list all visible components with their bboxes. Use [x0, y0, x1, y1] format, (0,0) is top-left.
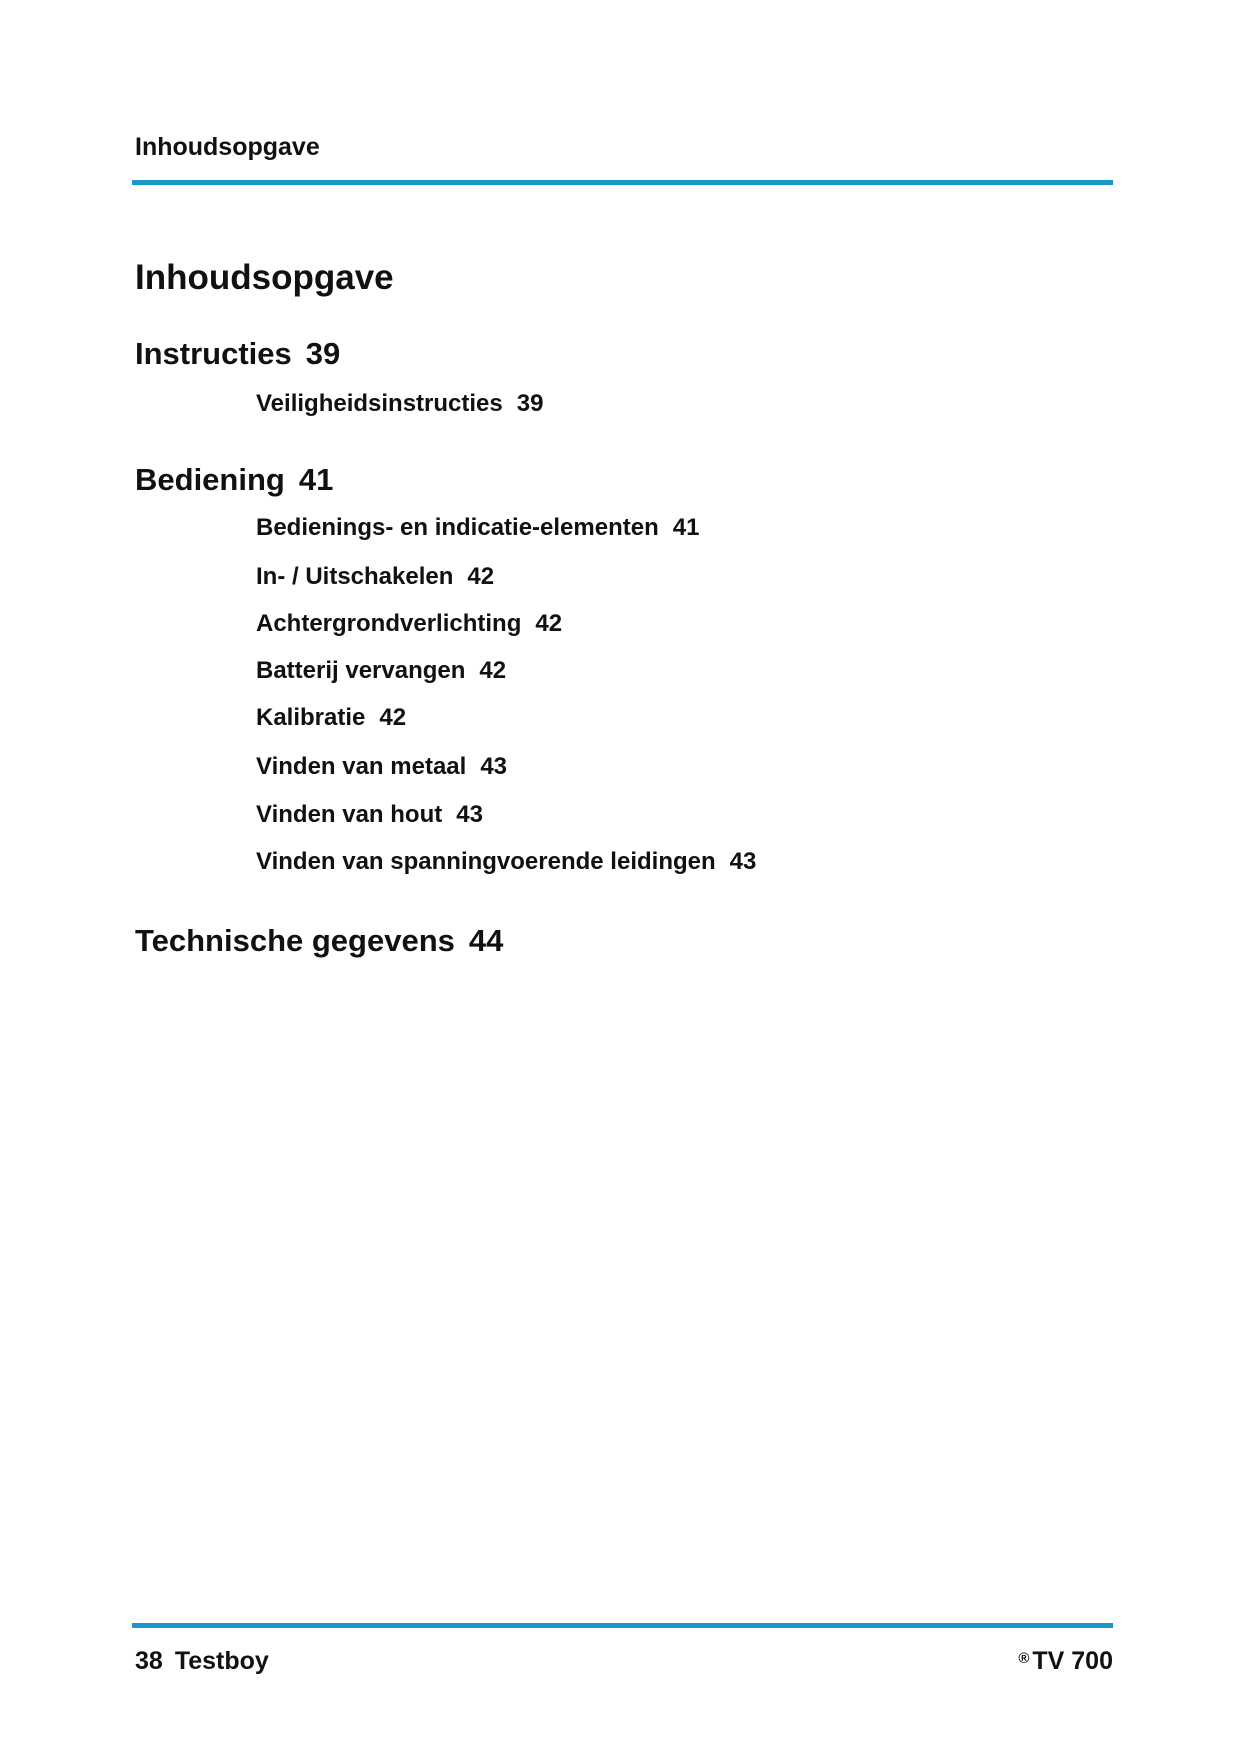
toc-item-batterij-vervangen[interactable] — [256, 656, 506, 686]
toc-item-label: Kalibratie — [256, 704, 366, 731]
toc-item-vinden-metaal[interactable] — [256, 752, 507, 782]
footer-rule — [132, 1623, 1113, 1628]
toc-item-page: 42 — [379, 704, 407, 731]
toc-item-vinden-hout[interactable] — [256, 800, 483, 830]
toc-section-technische-gegevens[interactable] — [135, 923, 503, 959]
toc-section-page: 39 — [305, 336, 341, 371]
toc-item-page: 39 — [516, 390, 544, 417]
toc-item-page: 43 — [480, 753, 508, 780]
toc-item-page: 42 — [535, 610, 563, 637]
toc-item-bedienings-elementen[interactable] — [256, 513, 699, 543]
toc-item-veiligheidsinstructies[interactable] — [256, 389, 543, 419]
header-rule — [132, 180, 1113, 185]
toc-item-achtergrondverlichting[interactable] — [256, 609, 562, 639]
toc-title: Inhoudsopgave — [135, 258, 394, 297]
toc-item-page: 43 — [729, 848, 757, 875]
page-number: 38 — [135, 1647, 163, 1675]
toc-item-label: Vinden van metaal — [256, 753, 467, 780]
running-header: Inhoudsopgave — [135, 133, 320, 161]
toc-section-page: 41 — [298, 462, 334, 497]
toc-section-label: Technische gegevens — [135, 923, 455, 958]
toc-item-in-uitschakelen[interactable] — [256, 562, 494, 592]
toc-item-label: Bedienings- en indicatie-elementen — [256, 514, 659, 541]
toc-item-label: Veiligheidsinstructies — [256, 390, 503, 417]
toc-item-label: In- / Uitschakelen — [256, 563, 454, 590]
footer-right — [1018, 1646, 1113, 1676]
toc-section-bediening[interactable] — [135, 462, 333, 498]
toc-section-instructies[interactable] — [135, 336, 340, 372]
toc-section-page: 44 — [468, 923, 504, 958]
toc-item-page: 43 — [456, 801, 483, 828]
toc-section-label: Bediening — [135, 462, 285, 497]
toc-item-page: 41 — [672, 514, 700, 541]
toc-section-label: Instructies — [135, 336, 292, 371]
toc-item-label: Achtergrondverlichting — [256, 610, 522, 637]
toc-item-page: 42 — [479, 657, 507, 684]
toc-item-vinden-spanningvoerende-leidingen[interactable] — [256, 847, 756, 877]
product-name: TV 700 — [1032, 1647, 1113, 1675]
footer-left — [135, 1646, 269, 1676]
toc-item-kalibratie[interactable] — [256, 703, 406, 733]
toc-item-page: 42 — [467, 563, 495, 590]
registered-mark: ® — [1018, 1650, 1030, 1667]
toc-item-label: Batterij vervangen — [256, 657, 466, 684]
toc-item-label: Vinden van spanningvoerende leidingen — [256, 848, 716, 875]
brand-name: Testboy — [174, 1647, 269, 1675]
toc-item-label: Vinden van hout — [256, 801, 443, 828]
